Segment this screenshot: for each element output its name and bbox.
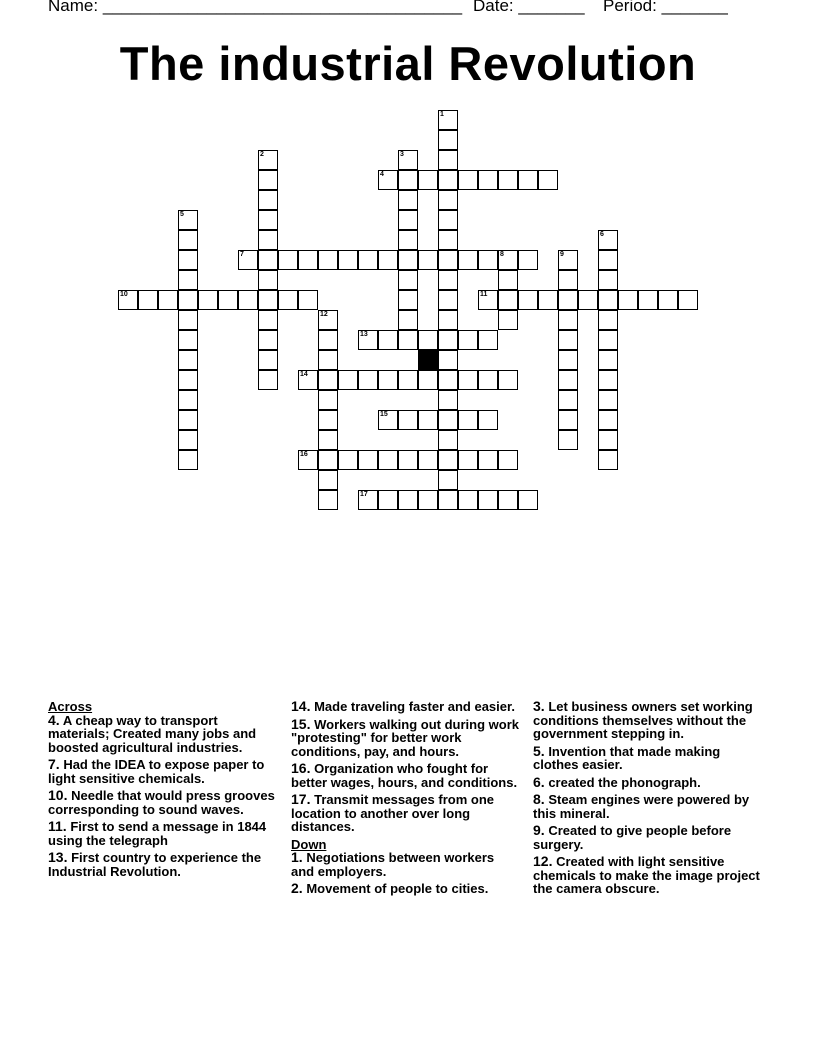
period-blank[interactable]: _______: [661, 0, 728, 15]
crossword-cell[interactable]: [258, 290, 278, 310]
crossword-cell[interactable]: [178, 350, 198, 370]
crossword-cell[interactable]: [418, 450, 438, 470]
clue-number-label: 11: [480, 291, 488, 298]
clue-number-label: 15: [380, 411, 388, 418]
crossword-cell[interactable]: [378, 410, 398, 430]
clue-across: 4. A cheap way to transport materials; Created many jobs and boosted agricultural industries.: [48, 711, 257, 755]
crossword-cell[interactable]: [658, 290, 678, 310]
crossword-cell[interactable]: [398, 170, 418, 190]
crossword-cell[interactable]: [598, 370, 618, 390]
crossword-cell[interactable]: [378, 170, 398, 190]
name-field[interactable]: [48, 0, 473, 16]
crossword-cell[interactable]: [438, 170, 458, 190]
crossword-cell[interactable]: [458, 250, 478, 270]
crossword-cell[interactable]: [258, 190, 278, 210]
crossword-cell[interactable]: [458, 490, 478, 510]
crossword-cell[interactable]: [398, 150, 418, 170]
crossword-cell[interactable]: [358, 330, 378, 350]
crossword-cell[interactable]: [598, 230, 618, 250]
clue-number-label: 3: [400, 151, 404, 158]
across-heading: Across: [48, 699, 93, 714]
crossword-cell[interactable]: [398, 210, 418, 230]
crossword-cell[interactable]: [318, 470, 338, 490]
crossword-cell[interactable]: [318, 450, 338, 470]
crossword-cell[interactable]: [438, 270, 458, 290]
clue-across: 10. Needle that would press grooves corresponding to sound waves.: [48, 787, 275, 817]
crossword-cell[interactable]: [298, 250, 318, 270]
crossword-cell[interactable]: [438, 490, 458, 510]
crossword-cell[interactable]: [478, 250, 498, 270]
clue-number-label: 4: [380, 171, 384, 178]
crossword-cell[interactable]: [298, 290, 318, 310]
crossword-cell[interactable]: [338, 450, 358, 470]
crossword-cell[interactable]: [498, 270, 518, 290]
crossword-cell[interactable]: [178, 250, 198, 270]
crossword-cell[interactable]: [438, 150, 458, 170]
crossword-cell[interactable]: [478, 410, 498, 430]
crossword-cell[interactable]: [558, 350, 578, 370]
crossword-cell[interactable]: [278, 290, 298, 310]
crossword-cell[interactable]: [178, 390, 198, 410]
crossword-cell[interactable]: [518, 290, 538, 310]
crossword-cell[interactable]: [338, 250, 358, 270]
crossword-cell[interactable]: [598, 350, 618, 370]
crossword-cell[interactable]: [398, 250, 418, 270]
crossword-cell[interactable]: [178, 230, 198, 250]
clue-across: 15. Workers walking out during work "protesting" for better work conditions, pay, and hours.: [291, 715, 519, 759]
crossword-cell[interactable]: [318, 350, 338, 370]
crossword-cell[interactable]: [438, 190, 458, 210]
crossword-cell[interactable]: [398, 310, 418, 330]
clue-column-2: [291, 700, 519, 900]
clue-number-label: 8: [500, 251, 504, 258]
crossword-cell[interactable]: [398, 270, 418, 290]
clue-number-label: 2: [260, 151, 264, 158]
crossword-cell[interactable]: [558, 430, 578, 450]
crossword-cell[interactable]: [558, 310, 578, 330]
crossword-cell[interactable]: [298, 450, 318, 470]
crossword-cell[interactable]: [438, 370, 458, 390]
clue-across: 17. Transmit messages from one location to another over long distances.: [291, 791, 494, 834]
crossword-cell[interactable]: [538, 290, 558, 310]
crossword-cell[interactable]: [558, 330, 578, 350]
crossword-cell[interactable]: [178, 270, 198, 290]
crossword-cell[interactable]: [598, 330, 618, 350]
crossword-cell[interactable]: [258, 330, 278, 350]
crossword-cell[interactable]: [258, 250, 278, 270]
name-label: Name:: [48, 0, 99, 15]
clue-down: 12. Created with light sensitive chemicals to make the image project the camera obscure.: [533, 853, 760, 896]
crossword-cell[interactable]: [598, 410, 618, 430]
crossword-cell[interactable]: [378, 250, 398, 270]
crossword-cell[interactable]: [218, 290, 238, 310]
clue-down: 8. Steam engines were powered by this mineral.: [533, 791, 750, 821]
crossword-cell[interactable]: [498, 250, 518, 270]
clue-number-label: 17: [360, 491, 368, 498]
crossword-cell[interactable]: [398, 330, 418, 350]
crossword-cell[interactable]: [178, 370, 198, 390]
down-heading: Down: [291, 836, 327, 852]
clue-column-1: [48, 700, 276, 882]
crossword-cell[interactable]: [438, 330, 458, 350]
crossword-cell[interactable]: [318, 330, 338, 350]
crossword-cell[interactable]: [478, 290, 498, 310]
period-field[interactable]: [603, 0, 728, 16]
crossword-cell[interactable]: [178, 330, 198, 350]
crossword-cell[interactable]: [558, 410, 578, 430]
crossword-cell[interactable]: [418, 170, 438, 190]
crossword-cell[interactable]: [258, 170, 278, 190]
crossword-cell[interactable]: [318, 410, 338, 430]
crossword-cell[interactable]: [358, 250, 378, 270]
crossword-cell[interactable]: [438, 430, 458, 450]
crossword-cell[interactable]: [558, 250, 578, 270]
crossword-cell[interactable]: [438, 130, 458, 150]
crossword-cell[interactable]: [258, 270, 278, 290]
crossword-cell[interactable]: [518, 490, 538, 510]
crossword-cell[interactable]: [518, 170, 538, 190]
crossword-cell[interactable]: [538, 170, 558, 190]
crossword-cell[interactable]: [178, 430, 198, 450]
crossword-cell[interactable]: [598, 290, 618, 310]
crossword-cell[interactable]: [458, 450, 478, 470]
crossword-cell[interactable]: [598, 270, 618, 290]
crossword-cell[interactable]: [598, 390, 618, 410]
crossword-cell[interactable]: [378, 490, 398, 510]
clue-down: 3. Let business owners set working conditions themselves without the government stepping in.: [533, 698, 753, 741]
crossword-cell[interactable]: [438, 470, 458, 490]
crossword-cell[interactable]: [398, 230, 418, 250]
crossword-cell[interactable]: [318, 310, 338, 330]
crossword-cell[interactable]: [478, 330, 498, 350]
period-label: Period:: [603, 0, 657, 15]
crossword-cell[interactable]: [498, 170, 518, 190]
clue-number-label: 5: [180, 211, 184, 218]
date-field[interactable]: [473, 0, 603, 16]
crossword-cell[interactable]: [438, 210, 458, 230]
clue-number-label: 9: [560, 251, 564, 258]
crossword-cell[interactable]: [178, 310, 198, 330]
crossword-cell[interactable]: [518, 250, 538, 270]
crossword-cell[interactable]: [418, 370, 438, 390]
crossword-cell[interactable]: [498, 490, 518, 510]
clue-number-label: 10: [120, 291, 128, 298]
crossword-cell[interactable]: [438, 410, 458, 430]
date-label: Date:: [473, 0, 514, 15]
crossword-cell[interactable]: [138, 290, 158, 310]
crossword-cell[interactable]: [438, 290, 458, 310]
crossword-cell[interactable]: [318, 250, 338, 270]
crossword-cell[interactable]: [398, 450, 418, 470]
clue-down: 2. Movement of people to cities.: [291, 880, 489, 896]
crossword-cell[interactable]: [498, 370, 518, 390]
crossword-cell[interactable]: [258, 370, 278, 390]
crossword-cell[interactable]: [458, 330, 478, 350]
crossword-cell[interactable]: [438, 350, 458, 370]
clue-across: 11. First to send a message in 1844 using the telegraph: [48, 818, 267, 848]
crossword-cell[interactable]: [498, 310, 518, 330]
crossword-cell[interactable]: [478, 370, 498, 390]
crossword-cell[interactable]: [398, 190, 418, 210]
crossword-cell[interactable]: [418, 490, 438, 510]
crossword-cell[interactable]: [438, 450, 458, 470]
crossword-cell[interactable]: [358, 490, 378, 510]
clue-across: 13. First country to experience the Industrial Revolution.: [48, 849, 262, 879]
crossword-cell[interactable]: [198, 290, 218, 310]
crossword-cell[interactable]: [118, 290, 138, 310]
clue-down: 5. Invention that made making clothes easier.: [533, 742, 721, 772]
clue-down: 6. created the phonograph.: [533, 773, 701, 790]
crossword-cell[interactable]: [618, 290, 638, 310]
clue-across: 14. Made traveling faster and easier.: [291, 698, 515, 714]
crossword-cell[interactable]: [478, 450, 498, 470]
crossword-cell[interactable]: [438, 310, 458, 330]
crossword-cell[interactable]: [378, 370, 398, 390]
crossword-cell[interactable]: [338, 370, 358, 390]
crossword-cell[interactable]: [158, 290, 178, 310]
crossword-cell[interactable]: [558, 370, 578, 390]
crossword-cell[interactable]: [318, 390, 338, 410]
clue-number-label: 6: [600, 231, 604, 238]
crossword-cell[interactable]: [398, 410, 418, 430]
clue-number-label: 7: [240, 251, 244, 258]
clue-down: 1. Negotiations between workers and employers.: [291, 849, 495, 879]
crossword-cell[interactable]: [498, 290, 518, 310]
crossword-cell[interactable]: [418, 250, 438, 270]
clue-number-label: 1: [440, 111, 444, 118]
crossword-cell[interactable]: [318, 370, 338, 390]
header-fields: [48, 0, 788, 16]
clue-number-label: 13: [360, 331, 368, 338]
clue-number-label: 12: [320, 311, 328, 318]
crossword-cell[interactable]: [438, 110, 458, 130]
crossword-cell[interactable]: [298, 370, 318, 390]
crossword-cell[interactable]: [478, 170, 498, 190]
crossword-cell[interactable]: [358, 370, 378, 390]
crossword-cell[interactable]: [558, 290, 578, 310]
crossword-cell[interactable]: [438, 250, 458, 270]
crossword-cell[interactable]: [558, 270, 578, 290]
crossword-cell[interactable]: [458, 170, 478, 190]
crossword-cell[interactable]: [258, 350, 278, 370]
clue-across: 16. Organization who fought for better wages, hours, and conditions.: [291, 760, 518, 790]
clue-column-3: [533, 700, 768, 900]
crossword-cell[interactable]: [458, 410, 478, 430]
crossword-cell[interactable]: [598, 310, 618, 330]
crossword-cell[interactable]: [238, 290, 258, 310]
crossword-cell[interactable]: [258, 310, 278, 330]
crossword-cell[interactable]: [378, 450, 398, 470]
crossword-cell[interactable]: [378, 330, 398, 350]
crossword-cell[interactable]: [178, 410, 198, 430]
crossword-cell[interactable]: [258, 230, 278, 250]
crossword-cell[interactable]: [358, 450, 378, 470]
crossword-cell[interactable]: [418, 410, 438, 430]
crossword-cell[interactable]: [178, 210, 198, 230]
crossword-cell[interactable]: [238, 250, 258, 270]
clue-number-label: 14: [300, 371, 308, 378]
black-cell: [418, 350, 438, 370]
clue-down: 9. Created to give people before surgery.: [533, 822, 732, 852]
crossword-cell[interactable]: [638, 290, 658, 310]
crossword-cell[interactable]: [318, 430, 338, 450]
crossword-cell[interactable]: [498, 450, 518, 470]
crossword-cell[interactable]: [278, 250, 298, 270]
crossword-cell[interactable]: [418, 330, 438, 350]
crossword-cell[interactable]: [438, 390, 458, 410]
page-title: The industrial Revolution: [119, 37, 697, 90]
crossword-cell[interactable]: [458, 370, 478, 390]
crossword-cell[interactable]: [178, 450, 198, 470]
clue-across: 7. Had the IDEA to expose paper to light sensitive chemicals.: [48, 756, 265, 786]
crossword-cell[interactable]: [178, 290, 198, 310]
crossword-cell[interactable]: [438, 230, 458, 250]
crossword-cell[interactable]: [598, 250, 618, 270]
crossword-cell[interactable]: [578, 290, 598, 310]
crossword-cell[interactable]: [598, 450, 618, 470]
crossword-cell[interactable]: [398, 370, 418, 390]
crossword-cell[interactable]: [398, 290, 418, 310]
crossword-cell[interactable]: [318, 490, 338, 510]
date-blank[interactable]: _______: [518, 0, 585, 15]
crossword-cell[interactable]: [598, 430, 618, 450]
crossword-cell[interactable]: [258, 210, 278, 230]
crossword-cell[interactable]: [478, 490, 498, 510]
clue-number-label: 16: [300, 451, 308, 458]
crossword-cell[interactable]: [258, 150, 278, 170]
crossword-cell[interactable]: [398, 490, 418, 510]
crossword-cell[interactable]: [558, 390, 578, 410]
name-blank[interactable]: ______________________________________: [102, 0, 463, 15]
crossword-cell[interactable]: [678, 290, 698, 310]
